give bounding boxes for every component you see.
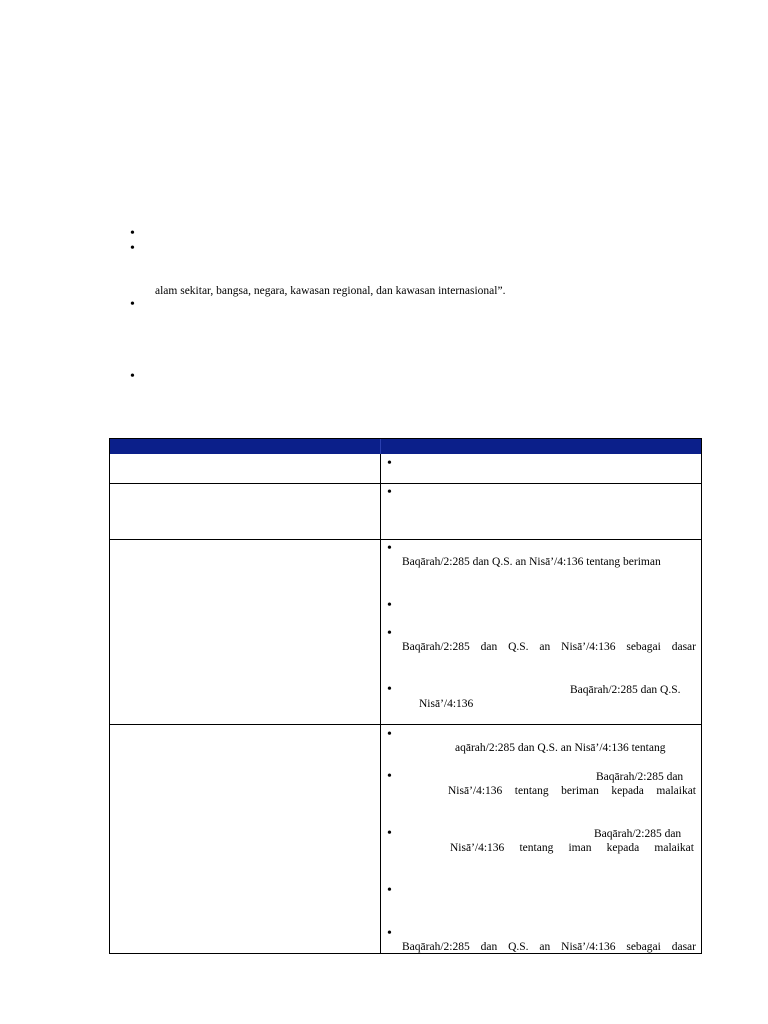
row4-bullet-2: • — [387, 769, 392, 784]
row3-bullet-1: • — [387, 541, 392, 556]
intro-text-line: alam sekitar, bangsa, negara, kawasan regional, dan kawasan internasional”. — [155, 285, 506, 297]
row4-bullet-5: • — [387, 926, 392, 941]
bullet-3: • — [130, 297, 135, 312]
row4-text-3a: Baqārah/2:285 dan — [594, 828, 682, 840]
row4-text-2b: Nisā’/4:136 tentang beriman kepada malaikat — [448, 785, 696, 797]
row2-bullet: • — [387, 485, 392, 500]
competency-table — [109, 438, 702, 954]
row3-text-3: Baqārah/2:285 dan Q.S. an Nisā’/4:136 sebagai dasar — [402, 641, 696, 653]
row3-text-4b: Nisā’/4:136 — [419, 698, 474, 710]
row4-bullet-1: • — [387, 727, 392, 742]
header-divider — [380, 439, 381, 454]
row3-text-1: Baqārah/2:285 dan Q.S. an Nisā’/4:136 tentang beriman — [402, 556, 661, 568]
row4-bullet-4: • — [387, 883, 392, 898]
row3-bullet-4: • — [387, 682, 392, 697]
bullet-1: • — [130, 226, 135, 241]
row3-bullet-2: • — [387, 598, 392, 613]
row4-text-3b: Nisā’/4:136 tentang iman kepada malaikat — [450, 842, 694, 854]
row4-text-2a: Baqārah/2:285 dan — [596, 771, 684, 783]
row3-bullet-3: • — [387, 626, 392, 641]
bullet-2: • — [130, 241, 135, 256]
table-header-row — [110, 439, 701, 454]
row4-text-5: Baqārah/2:285 dan Q.S. an Nisā’/4:136 sebagai dasar — [402, 941, 696, 953]
row4-bullet-3: • — [387, 826, 392, 841]
row1-bullet: • — [387, 456, 392, 471]
row-separator-1 — [110, 483, 701, 484]
bullet-4: • — [130, 369, 135, 384]
row-separator-3 — [110, 724, 701, 725]
row3-text-4a: Baqārah/2:285 dan Q.S. — [570, 684, 681, 696]
row-separator-2 — [110, 539, 701, 540]
column-divider — [380, 454, 381, 953]
row4-text-1: aqārah/2:285 dan Q.S. an Nisā’/4:136 tentang — [455, 742, 666, 754]
